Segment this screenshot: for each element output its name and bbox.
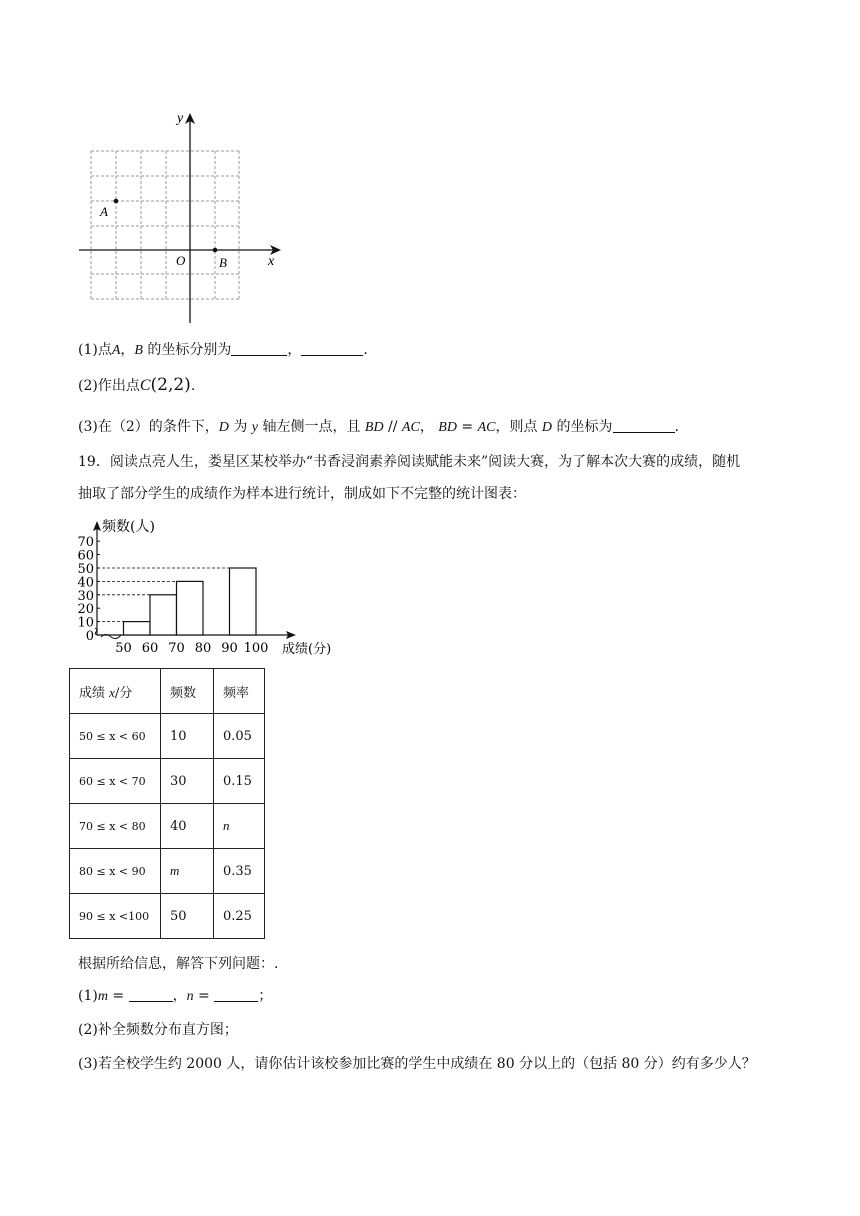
cell-count: 40: [161, 804, 214, 849]
y-tick-label: 30: [77, 588, 94, 604]
y-tick-label: 60: [77, 548, 94, 564]
cell-count: 30: [161, 759, 214, 804]
y-tick-label: 70: [77, 535, 94, 551]
cell-freq: 0.05: [214, 714, 265, 759]
cell-freq: 0.25: [214, 894, 265, 939]
answer-blank-a[interactable]: [231, 341, 287, 356]
origin-label: O: [176, 253, 186, 268]
q19-part1: (1)m = ，n = ；: [78, 988, 273, 1004]
y-tick-label: 0: [85, 629, 94, 644]
histogram-chart: [60, 512, 360, 660]
y-axis-label: y: [177, 111, 184, 126]
point-a-label: A: [100, 204, 108, 219]
y-tick-label: 50: [77, 562, 94, 577]
x-tick-label: 100: [243, 641, 269, 656]
histogram-bar: [150, 595, 177, 635]
cell-freq: 0.15: [214, 759, 265, 804]
cell-range: 50 ≤ x < 60: [70, 714, 161, 759]
header-freq: 频率: [214, 669, 265, 714]
header-score: 成绩 x/分: [70, 669, 161, 714]
x-tick-label: 60: [141, 641, 159, 656]
y-tick-label: 40: [77, 575, 94, 591]
q19-intro-line1: 19．阅读点亮人生，娄星区某校举办“书香浸润素养阅读赋能未来”阅读大赛，为了解本次大赛的成绩，随机: [78, 454, 741, 470]
table-row: [70, 804, 265, 849]
histogram-bar: [177, 581, 204, 635]
cell-range: 90 ≤ x <100: [70, 894, 161, 939]
q19-part2: (2)补全频数分布直方图；: [78, 1022, 238, 1038]
x-tick-label: 50: [115, 641, 132, 656]
answer-blank-d[interactable]: [613, 418, 675, 433]
table-row: [70, 759, 265, 804]
x-axis-label: x: [268, 254, 275, 269]
q19-instruction: 根据所给信息，解答下列问题：.: [78, 956, 279, 972]
q19-intro-line2: 抽取了部分学生的成绩作为样本进行统计，制成如下不完整的统计图表：: [78, 486, 526, 502]
answer-blank-n[interactable]: [214, 987, 258, 1002]
point-a: [114, 199, 119, 204]
cell-freq: n: [214, 804, 265, 849]
cell-count: 50: [161, 894, 214, 939]
header-count: 频数: [161, 669, 214, 714]
cell-range: 80 ≤ x < 90: [70, 849, 161, 894]
cell-freq: 0.35: [214, 849, 265, 894]
x-tick-label: 90: [221, 641, 238, 656]
cell-count: 10: [161, 714, 214, 759]
q19-part3: (3)若全校学生约 2000 人，请你估计该校参加比赛的学生中成绩在 80 分以上的（包括 80 分）约有多少人？: [78, 1056, 756, 1072]
q18-part3: (3)在（2）的条件下，D 为 y 轴左侧一点，且 BD // AC， BD = AC，则点 D 的坐标为 .: [78, 419, 679, 435]
histogram-bar: [124, 622, 151, 635]
cell-range: 70 ≤ x < 80: [70, 804, 161, 849]
hist-x-label: 成绩(分): [282, 642, 332, 657]
coordinate-figure: [70, 106, 290, 328]
table-header-row: [70, 669, 265, 714]
table-row: [70, 849, 265, 894]
cell-range: 60 ≤ x < 70: [70, 759, 161, 804]
cell-count: m: [161, 849, 214, 894]
answer-blank-m[interactable]: [129, 987, 173, 1002]
x-tick-label: 70: [168, 641, 185, 656]
y-tick-label: 10: [77, 615, 94, 631]
x-tick-label: 80: [194, 641, 212, 656]
table-row: [70, 714, 265, 759]
q18-part1: (1)点A，B 的坐标分别为 ， .: [78, 342, 368, 358]
point-b: [213, 248, 218, 253]
table-row: [70, 894, 265, 939]
axis-break-icon: [95, 628, 121, 639]
grid: [91, 151, 239, 299]
hist-y-label: 频数(人): [102, 519, 155, 535]
answer-blank-b[interactable]: [301, 341, 363, 356]
histogram-bar: [230, 568, 257, 635]
frequency-table: [69, 668, 265, 939]
point-b-label: B: [219, 255, 227, 270]
y-tick-label: 20: [77, 602, 94, 618]
q18-part2: (2)作出点C(2,2).: [78, 375, 196, 395]
